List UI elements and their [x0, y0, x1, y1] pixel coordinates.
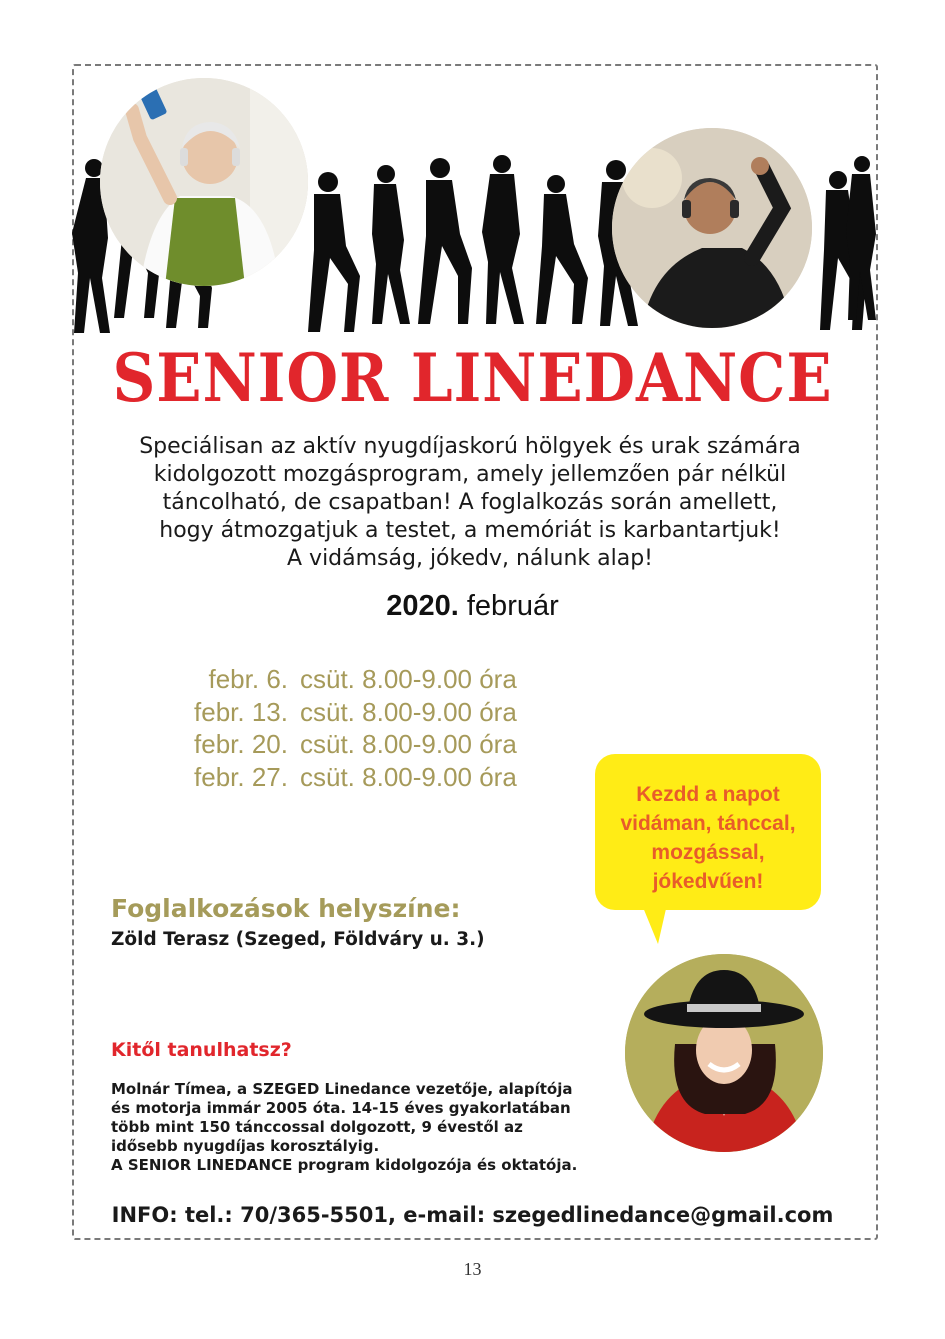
senior-man-photo [612, 128, 812, 328]
schedule-time: csüt. 8.00-9.00 óra [300, 696, 517, 727]
contact-info: INFO: tel.: 70/365-5501, e-mail: szegedlinedance@gmail.com [111, 1203, 834, 1227]
intro-line: kidolgozott mozgásprogram, amely jellemzően pár nélkül [153, 462, 787, 487]
intro-line: A vidámság, jókedv, nálunk alap! [287, 546, 653, 571]
intro-line: táncolható, de csapatban! A foglalkozás során amellett, [162, 490, 778, 515]
teacher-bio [111, 1080, 651, 1175]
month-heading [0, 590, 945, 623]
schedule-time: csüt. 8.00-9.00 óra [300, 664, 517, 694]
intro-line: hogy átmozgatjuk a testet, a memóriát is karbantartjuk! [159, 518, 781, 543]
page-number: 13 [463, 1259, 482, 1279]
schedule-date: febr. 6. [208, 664, 288, 694]
schedule-list [168, 664, 588, 794]
schedule-row [168, 664, 588, 697]
speech-bubble-tail [640, 900, 668, 944]
instructor-photo [625, 954, 823, 1152]
teacher-bio-line: Molnár Tímea, a SZEGED Linedance vezetője, alapítója [111, 1080, 573, 1098]
schedule-date: febr. 13. [194, 696, 288, 727]
intro-text [110, 433, 830, 573]
month-year: 2020. [386, 590, 459, 622]
teacher-bio-line: idősebb nyugdíjas korosztályig. [111, 1137, 380, 1155]
senior-woman-photo [100, 78, 308, 286]
schedule-time: csüt. 8.00-9.00 óra [300, 761, 517, 792]
schedule-date: febr. 20. [194, 729, 288, 759]
venue-address: Zöld Terasz (Szeged, Földváry u. 3.) [111, 929, 485, 950]
schedule-row [168, 762, 588, 795]
teacher-bio-line: több mint 150 tánccossal dolgozott, 9 évestől az [111, 1118, 523, 1136]
teacher-bio-line: és motorja immár 2005 óta. 14-15 éves gyakorlatában [111, 1099, 571, 1117]
schedule-row [168, 729, 588, 762]
month-name: február [466, 590, 559, 622]
speech-bubble-text: Kezdd a napot vidáman, tánccal, mozgással, jókedvűen! [620, 783, 796, 893]
schedule-time: csüt. 8.00-9.00 óra [300, 729, 517, 759]
schedule-date: febr. 27. [194, 761, 288, 792]
teacher-heading: Kitől tanulhatsz? [111, 1039, 292, 1061]
intro-line: Speciálisan az aktív nyugdíjaskorú hölgyek és urak számára [139, 434, 801, 459]
schedule-row [168, 697, 588, 730]
teacher-bio-line: A SENIOR LINEDANCE program kidolgozója és oktatója. [111, 1156, 578, 1174]
venue-heading: Foglalkozások helyszíne: [111, 894, 461, 923]
page-title: SENIOR LINEDANCE [112, 339, 833, 417]
